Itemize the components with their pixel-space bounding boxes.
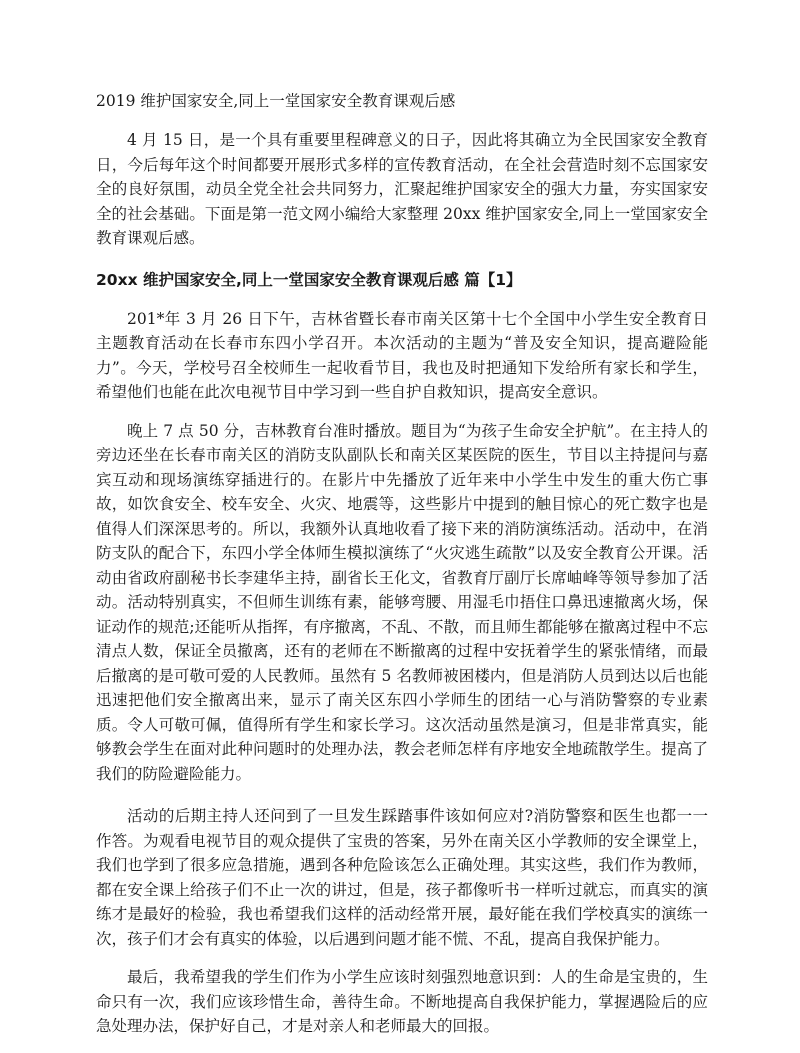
body-paragraph-4: 最后，我希望我的学生们作为小学生应该时刻强烈地意识到：人的生命是宝贵的，生命只有一次，我们应该珍惜生命，善待生命。不断地提高自我保护能力，掌握遇险后的应急处理办法，保护好自己，才是对亲人和老师最大的回报。 [96,968,708,1035]
document-title: 2019 维护国家安全,同上一堂国家安全教育课观后感 [96,92,456,110]
intro-paragraph: 4 月 15 日，是一个具有重要里程碑意义的日子，因此将其确立为全民国家安全教育日，今后每年这个时间都要开展形式多样的宣传教育活动，在全社会营造时刻不忘国家安全的良好氛围，动员全党全社会共同努力，汇聚起维护国家安全的强大力量，夯实国家安全的社会基础。下面是第一范文网小编给大家整理 20xx 维护国家安全,同上一堂国家安全教育课观后感。 [96,131,708,247]
body-paragraph-2: 晚上 7 点 50 分，吉林教育台准时播放。题目为“为孩子生命安全护航”。在主持人的旁边还坐在长春市南关区的消防支队副队长和南关区某医院的医生，节目以主持提问与嘉宾互动和现场演练穿插进行的。在影片中先播放了近年来中小学生中发生的重大伤亡事故，如饮食安全、校车安全、火灾、地震等，这些影片中提到的触目惊心的死亡数字也是值得人们深深思考的。所以，我额外认真地收看了接下来的消防演练活动。活动中，在消防支队的配合下，东四小学全体师生模拟演练了“火灾逃生疏散”以及安全教育公开课。活动由省政府副秘书长李建华主持，副省长王化文，省教育厅副厅长席岫峰等领导参加了活动。活动特别真实，不但师生训练有素，能够弯腰、用湿毛巾捂住口鼻迅速撤离火场，保证动作的规范;还能听从指挥，有序撤离，不乱、不散，而且师生都能够在撤离过程中不忘清点人数，保证全员撤离，还有的老师在不断撤离的过程中安抚着学生的紧张情绪，而最后撤离的是可敬可爱的人民教师。虽然有 5 名教师被困楼内，但是消防人员到达以后也能迅速把他们安全撤离出来，显示了南关区东四小学师生的团结一心与消防警察的专业素质。令人可敬可佩，值得所有学生和家长学习。这次活动虽然是演习，但是非常真实，能够教会学生在面对此种问题时的处理办法，教会老师怎样有序地安全地疏散学生。提高了我们的防险避险能力。 [96,421,708,783]
section-heading: 20xx 维护国家安全,同上一堂国家安全教育课观后感 篇【1】 [96,270,522,289]
body-paragraph-1: 201*年 3 月 26 日下午，吉林省暨长春市南关区第十七个全国中小学生安全教育日主题教育活动在长春市东四小学召开。本次活动的主题为“普及安全知识，提高避险能力”。今天，学校号召全校师生一起收看节目，我也及时把通知下发给所有家长和学生，希望他们也能在此次电视节目中学习到一些自护自救知识，提高安全意识。 [96,309,708,401]
document-page [96,88,708,1053]
body-paragraph-3: 活动的后期主持人还问到了一旦发生踩踏事件该如何应对?消防警察和医生也都一一作答。为观看电视节目的观众提供了宝贵的答案，另外在南关区小学教师的安全课堂上，我们也学到了很多应急措施，遇到各种危险该怎么正确处理。其实这些，我们作为教师，都在安全课上给孩子们不止一次的讲过，但是，孩子都像听书一样听过就忘，而真实的演练才是最好的检验，我也希望我们这样的活动经常开展，最好能在我们学校真实的演练一次，孩子们才会有真实的体验，以后遇到问题才能不慌、不乱，提高自我保护能力。 [96,807,708,948]
